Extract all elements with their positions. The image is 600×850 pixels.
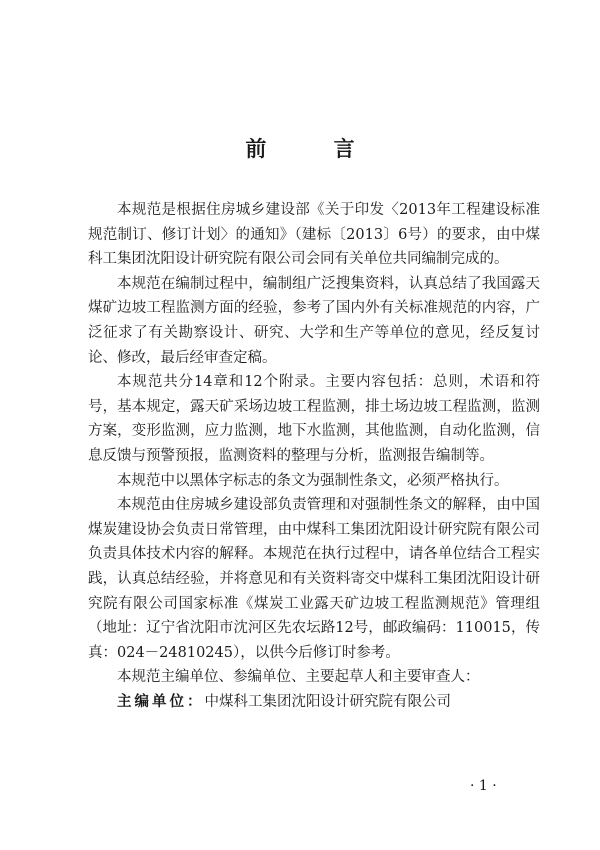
paragraph-basis: 本规范是根据住房城乡建设部《关于印发〈2013年工程建设标准规范制订、修订计划〉的通知》（建标〔2013〕6号）的要求，由中煤科工集团沈阳设计研究院有限公司会同有关单位共同编制完成的。 — [88, 202, 540, 268]
paragraph-contents: 本规范共分14章和12个附录。主要内容包括：总则，术语和符号，基本规定，露天矿采场边坡工程监测，排土场边坡工程监测，监测方案，变形监测，应力监测，地下水监测，其他监测，自动化监测，信息反馈与预警预报，监测资料的整理与分析，监测报告编制等。 — [88, 374, 540, 464]
chief-editor-line — [88, 690, 540, 715]
paragraph-management: 本规范由住房城乡建设部负责管理和对强制性条文的解释，由中国煤炭建设协会负责日常管理，由中煤科工集团沈阳设计研究院有限公司负责具体技术内容的解释。本规范在执行过程中，请各单位结合工程实践，认真总结经验，并将意见和有关资料寄交中煤科工集团沈阳设计研究院有限公司国家标准《煤炭工业露天矿边坡工程监测规范》管理组（地址：辽宁省沈阳市沈河区先农坛路12号，邮政编码：110015，传真：024－24810245），以供今后修订时参考。 — [88, 497, 540, 661]
paragraph-units-intro: 本规范主编单位、参编单位、主要起草人和主要审查人： — [117, 669, 480, 686]
paragraph-mandatory: 本规范中以黑体字标志的条文为强制性条文，必须严格执行。 — [117, 472, 509, 489]
paragraph-process: 本规范在编制过程中，编制组广泛搜集资料，认真总结了我国露天煤矿边坡工程监测方面的经验，参考了国内外有关标准规范的内容，广泛征求了有关勘察设计、研究、大学和生产等单位的意见，经反复讨论、修改，最后经审查定稿。 — [88, 275, 540, 366]
body-text — [88, 198, 540, 714]
page-number: · 1 · — [470, 778, 497, 794]
chief-editor-value: 中煤科工集团沈阳设计研究院有限公司 — [204, 693, 451, 710]
page-title: 前 言 — [245, 137, 385, 161]
chief-editor-label: 主编单位： — [117, 693, 205, 710]
